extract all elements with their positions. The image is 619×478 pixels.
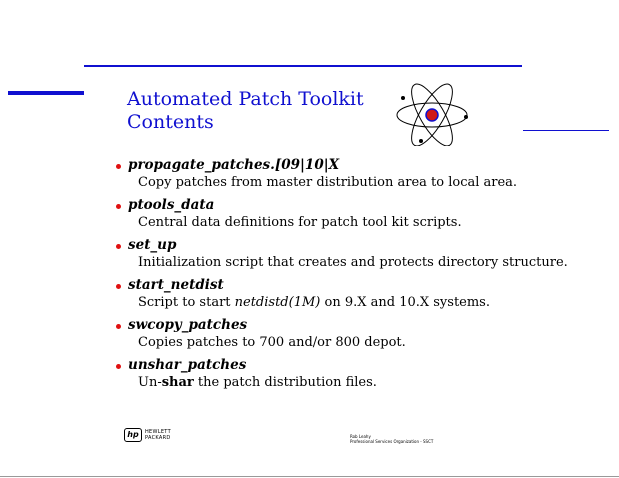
list-item [116,317,606,351]
item-name: swcopy_patches [128,317,248,333]
list-item [116,197,606,231]
top-rule [84,65,522,67]
list-item [116,357,606,391]
item-name: set_up [128,237,177,253]
bullet [116,324,121,329]
hp-logo-mark: hp [124,428,142,442]
item-desc: Initialization script that creates and protects directory structure. [138,255,568,270]
bullet [116,244,121,249]
list-item [116,277,606,311]
item-desc: Central data definitions for patch tool kit scripts. [138,215,462,230]
item-name: propagate_patches.[09|10|X [128,157,340,173]
item-desc: Script to start netdistd(1M) on 9.X and 10.X systems. [138,295,490,310]
item-name: start_netdist [128,277,224,293]
list-item [116,157,606,191]
slide-title-line2: Contents [127,111,214,133]
slide-title-line1: Automated Patch Toolkit [127,88,364,110]
slide-title [127,88,364,134]
bullet [116,164,121,169]
footer-note: Rob Leahy Professional Services Organization - SSCT [350,434,434,444]
item-name: ptools_data [128,197,215,213]
left-rule [8,91,84,95]
bullet [116,204,121,209]
item-desc: Copies patches to 700 and/or 800 depot. [138,335,406,350]
item-desc: Copy patches from master distribution area to local area. [138,175,518,190]
bullet [116,284,121,289]
bottom-rule [0,476,619,477]
atom-icon [394,82,470,146]
hp-logo [124,428,171,442]
contents-list [116,157,606,397]
hp-logo-text: HEWLETT PACKARD [145,429,171,441]
list-item [116,237,606,271]
item-desc: Un-shar the patch distribution files. [138,375,377,390]
item-name: unshar_patches [128,357,247,373]
right-rule [523,130,609,131]
bullet [116,364,121,369]
